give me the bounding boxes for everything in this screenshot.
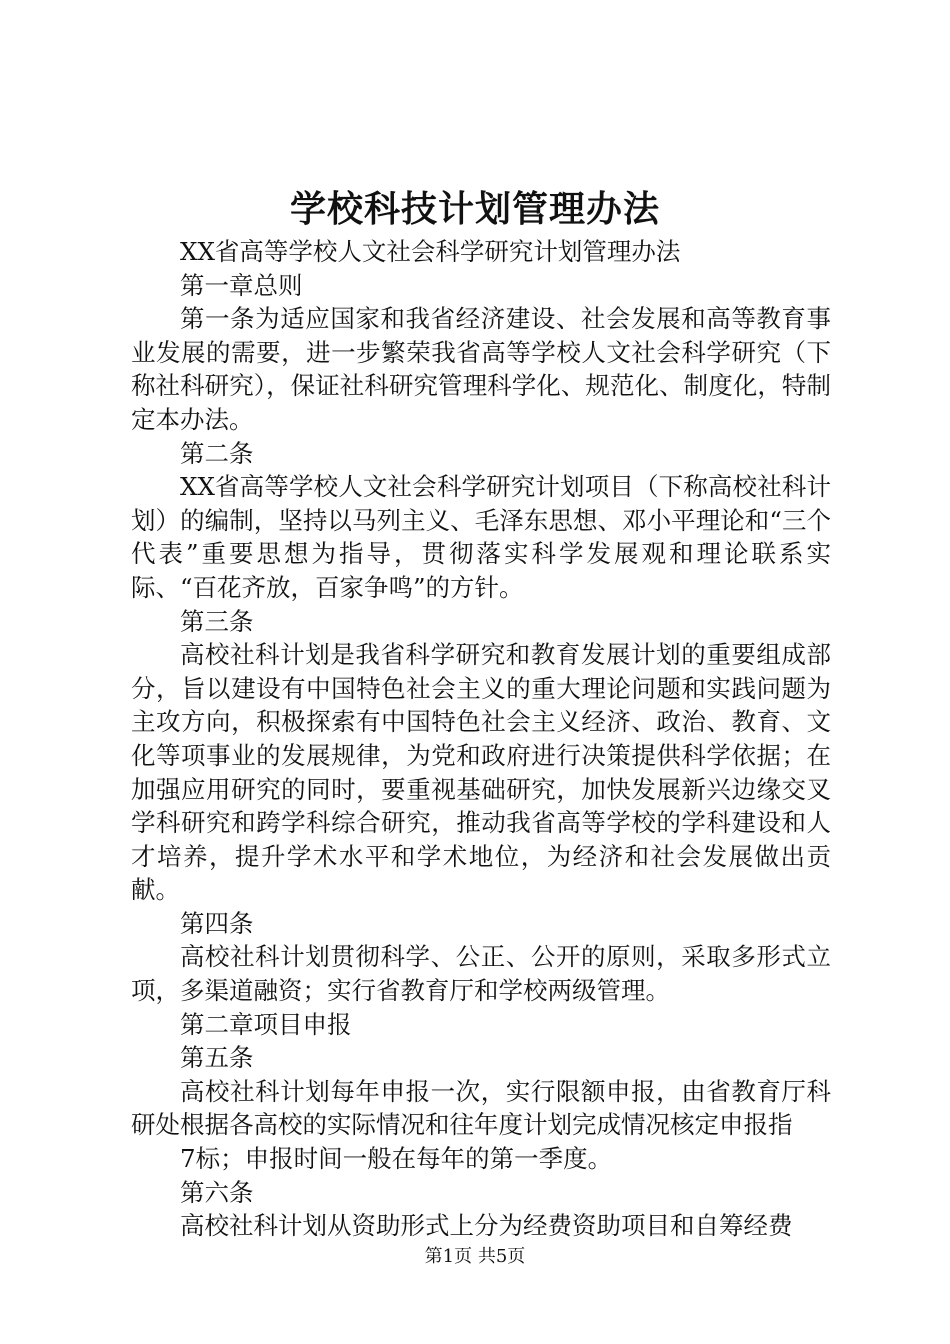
page-footer: 第1页 共5页 [424, 1246, 526, 1267]
article-heading: 第二条 [180, 438, 254, 468]
article-heading: 第四条 [180, 908, 254, 938]
chapter-heading: 第一章总则 [180, 270, 303, 300]
article-paragraph: 高校社科计划从资助形式上分为经费资助项目和自筹经费 [180, 1211, 793, 1241]
article-heading: 第五条 [180, 1043, 254, 1073]
article-heading: 第六条 [180, 1177, 254, 1207]
article-paragraph: 高校社科计划是我省科学研究和教育发展计划的重要组成部分，旨以建设有中国特色社会主义的重大理论问题和实践问题为主攻方向，积极探索有中国特色社会主义经济、政治、教育、文化等项事业的发展规律，为党和政府进行决策提供科学依据；在加强应用研究的同时，要重视基础研究，加快发展新兴边缘交叉学科研究和跨学科综合研究，推动我省高等学校的学科建设和人才培养，提升学术水平和学术地位，为经济和社会发展做出贡献。 [131, 640, 831, 905]
article-paragraph: 高校社科计划贯彻科学、公正、公开的原则，采取多形式立项，多渠道融资；实行省教育厅和学校两级管理。 [131, 942, 831, 1006]
article-paragraph: 第一条为适应国家和我省经济建设、社会发展和高等教育事业发展的需要，进一步繁荣我省高等学校人文社会科学研究（下称社科研究），保证社科研究管理科学化、规范化、制度化，特制定本办法。 [131, 304, 831, 434]
article-heading: 第三条 [180, 606, 254, 636]
chapter-heading: 第二章项目申报 [180, 1009, 352, 1039]
article-paragraph-continued: 7标；申报时间一般在每年的第一季度。 [180, 1144, 613, 1174]
article-paragraph: XX省高等学校人文社会科学研究计划项目（下称高校社科计划）的编制，坚持以马列主义、毛泽东思想、邓小平理论和“三个代表”重要思想为指导，贯彻落实科学发展观和理论联系实际、“百花齐放，百家争鸣”的方针。 [131, 472, 831, 602]
document-title: 学校科技计划管理办法 [289, 188, 660, 230]
document-body [131, 235, 831, 1243]
article-paragraph: 高校社科计划每年申报一次，实行限额申报，由省教育厅科研处根据各高校的实际情况和往年度计划完成情况核定申报指 [131, 1076, 831, 1140]
document-subtitle: XX省高等学校人文社会科学研究计划管理办法 [180, 237, 681, 266]
